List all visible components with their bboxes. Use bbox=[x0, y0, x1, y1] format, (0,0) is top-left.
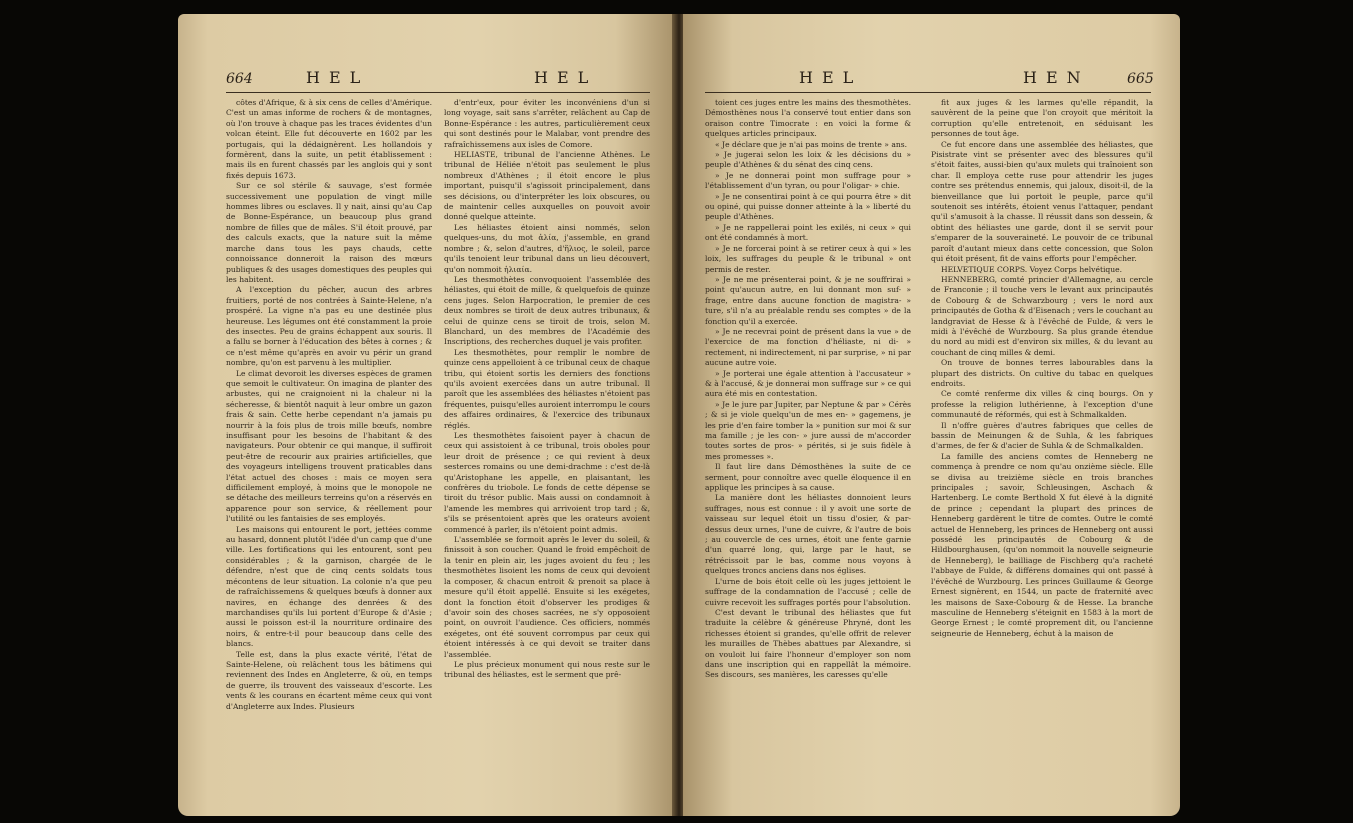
paragraph: Le climat devoroit les diverses espèces de gramen que semoit le cultivateur. On imagina de planter des arbustes, qui ne craignoient ni la chaleur ni la sécheresse, & bientôt naquit à leur ombre un gazon frais & sain. Cette herbe cependant n'a jamais pu nourrir à la fois plus de trois mille bœufs, nombre insuffisant pour les besoins de l'habitant & des navigateurs. Pour obtenir ce qui manque, il suffiroit peut-être de recourir aux prairies artificielles, que des voyageurs intelligens trouvent praticables dans l'état actuel des choses : mais ce moyen sera difficilement employé, à moins que le monopole ne se détache des meilleurs terreins qu'on a réservés en apparence pour son service, & réellement pour l'utilité ou les fantaisies de ses employés. bbox=[226, 368, 432, 524]
page-number-right: 665 bbox=[1127, 71, 1154, 87]
paragraph: « Je déclare que je n'ai pas moins de trente » ans. bbox=[715, 139, 908, 149]
running-head-left-b: HEL bbox=[534, 68, 598, 87]
paragraph: » Je ne consentirai point à ce qui pourra être » dit ou opiné, qui puisse donner atteinte à la » liberté du peuple d'Athènes. bbox=[705, 191, 911, 222]
paragraph: On trouve de bonnes terres labourables dans la plupart des districts. On cultive du tabac en quelques endroits. bbox=[931, 358, 1153, 388]
paragraph: C'est devant le tribunal des héliastes que fut traduite la célèbre & généreuse Phryné, dont les richesses étoient si grandes, qu'elle offrit de relever les murailles de Thèbes abattues par Alexandre, si on vouloit lui faire l'honneur d'employer son nom dans une inscription qui en rappellât la mémoire. Ses discours, ses manières, les caresses qu'elle bbox=[705, 607, 911, 680]
right-column-1 bbox=[705, 98, 911, 808]
paragraph: L'assemblée se formoit après le lever du soleil, & finissoit à son coucher. Quand le froid empêchoit de la tenir en plein air, les juges avoient du feu ; les thesmothètes lisoient les noms de ceux qui devoient la composer, & chacun entroit & prenoit sa place à mesure qu'il étoit appellé. Ensuite si les exégetes, dont la fonction étoit d'observer les prodiges & d'avoir soin des choses sacrées, ne s'y opposoient point, on ouvroit l'audience. Ces officiers, nommés exégetes, ont été souvent corrompus par ceux qui étoient intéressés à ce qui devoit se traiter dans l'assemblée. bbox=[444, 535, 650, 659]
paragraph: Il n'offre guères d'autres fabriques que celles de bassin de Meinungen & de Suhla, & les fabriques d'armes, de fer & d'acier de Suhla & de Schmalkalden. bbox=[931, 420, 1153, 451]
paragraph: Telle est, dans la plus exacte vérité, l'état de Sainte-Helene, où relâchent tous les bâtimens qui reviennent des Indes en Angleterre, & où, en temps de guerre, ils trouvent des vaisseaux d'escorte. Les vents & les courans en écartent même ceux qui vont d'Angleterre aux Indes. Plusieurs bbox=[226, 649, 432, 711]
left-page bbox=[178, 14, 675, 816]
running-head-left-a: HEL bbox=[306, 68, 370, 87]
header-rule bbox=[226, 92, 650, 93]
paragraph: HELVETIQUE CORPS. Voyez Corps helvétique. bbox=[941, 264, 1123, 274]
paragraph: » Je ne me présenterai point, & je ne souffrirai » point qu'aucun autre, en lui donnant mon suf- » frage, entre dans aucune fonction de magistra- » ture, s'il n'a au préalable rendu ses comptes » de la fonction qu'il a exercée. bbox=[705, 274, 911, 326]
paragraph: fit aux juges & les larmes qu'elle répandit, la sauvèrent de la peine que l'on croyoit que méritoit la corruption qu'elle entretenoit, en séduisant les personnes de tout âge. bbox=[931, 98, 1153, 139]
paragraph: Les thesmothètes faisoient payer à chacun de ceux qui assistoient à ce tribunal, trois oboles pour leur droit de présence ; ce qui revient à deux sesterces romains ou une demi-drachme : c'est de-là qu'Aristophane les appelle, en plaisantant, les confrères du triobole. Le fonds de cette dépense se tiroit du trésor public. Mais aussi on condamnoit à l'amende les membres qui arrivoient trop tard ; &, s'ils se présentoient après que les orateurs avoient commencé à parler, ils n'étoient point admis. bbox=[444, 431, 650, 534]
paragraph: côtes d'Afrique, & à six cens de celles d'Amérique. C'est un amas informe de rochers & de montagnes, où l'on trouve à chaque pas les traces évidentes d'un volcan éteint. Elle fut découverte en 1602 par les portugais, qui la dédaignèrent. Les hollandois y formèrent, dans la suite, un petit établissement : mais ils en furent chassés par les anglois qui y sont fixés depuis 1673. bbox=[226, 98, 432, 180]
paragraph: Le plus précieux monument qui nous reste sur le tribunal des héliastes, est le serment que prê- bbox=[444, 659, 650, 680]
paragraph: » Je ne forcerai point à se retirer ceux à qui » les loix, les suffrages du peuple & le tribunal » ont permis de rester. bbox=[705, 243, 911, 274]
page-number-left: 664 bbox=[226, 71, 253, 87]
paragraph: » Je ne donnerai point mon suffrage pour » l'établissement d'un tyran, ou pour l'oligar- » chie. bbox=[705, 170, 911, 191]
paragraph: Les maisons qui entourent le port, jettées comme au hasard, donnent plutôt l'idée d'un camp que d'une ville. Les fortifications qui les entourent, sont peu considérables ; & la garnison, chargée de le défendre, n'est que de cinq cents soldats tous mécontens de leur situation. La colonie n'a que peu de rafraîchissemens & quelques bœufs à donner aux navires, en échange des denrées & des marchandises qu'ils lui portent d'Europe & d'Asie ; aussi le poisson est-il la nourriture ordinaire des noirs, & entre-t-il pour beaucoup dans celle des blancs. bbox=[226, 524, 432, 649]
paragraph: HELIASTE, tribunal de l'ancienne Athènes. Le tribunal de Héliée n'étoit pas seulement le plus nombreux d'Athènes ; il étoit encore le plus important, puisqu'il s'agissoit principalement, dans ses décisions, ou d'interpréter les loix obscures, ou de maintenir celles auxquelles on pouvoit avoir donné quelque atteinte. bbox=[444, 150, 650, 222]
running-head-right-b: HEN bbox=[1023, 68, 1090, 87]
paragraph: Les thesmothètes, pour remplir le nombre de quinze cens appelloient à ce tribunal ceux de chaque tribu, qui étoient sortis les derniers des fonctions qu'ils avoient exercées dans un autre tribunal. Il paroît que les assemblées des héliastes n'étoient pas fréquentes, puisqu'elles auroient interrompu le cours des affaires ordinaires, & l'exercice des tribunaux réglés. bbox=[444, 347, 650, 430]
paragraph: Les thesmothètes convoquoient l'assemblée des héliastes, qui étoit de mille, & quelquefois de quinze cens juges. Selon Harpocration, le premier de ces deux nombres se tiroit de deux autres tribunaux, & celui de quinze cens se tiroit de trois, selon M. Blanchard, un des membres de l'Académie des Inscriptions, des recherches duquel je vais profiter. bbox=[444, 274, 650, 347]
right-column-2 bbox=[931, 98, 1153, 808]
running-head-right-a: HEL bbox=[799, 68, 863, 87]
header-rule bbox=[705, 92, 1151, 93]
paragraph: Les héliastes étoient ainsi nommés, selon quelques-uns, du mot ἁλία, j'assemble, en grand nombre ; &, selon d'autres, d'ἥλιος, le soleil, parce qu'ils tenoient leur tribunal dans un lieu découvert, qu'on nommoit ἡλιαία. bbox=[444, 222, 650, 274]
right-page bbox=[683, 14, 1180, 816]
open-book bbox=[178, 14, 1180, 816]
paragraph: La manière dont les héliastes donnoient leurs suffrages, nous est connue : il y avoit une sorte de vaisseau sur lequel étoit un tissu d'osier, & par-dessus deux urnes, l'une de cuivre, & l'autre de bois ; au couvercle de ces urnes, étoit une fente garnie d'un quarré long, qui, large par le haut, se rétrécissoit par le bas, comme nous voyons à quelques troncs anciens dans nos églises. bbox=[705, 493, 911, 576]
paragraph: » Je ne recevrai point de présent dans la vue » de l'exercice de ma fonction d'héliaste, ni di- » rectement, ni indirectement, ni par surprise, » ni par aucune autre voie. bbox=[705, 326, 911, 368]
paragraph: Ce fut encore dans une assemblée des héliastes, que Pisistrate vint se présenter avec des blessures qu'il s'étoit faites, aussi-bien qu'aux mulets qui traînoient son char. Il employa cette ruse pour attendrir les juges contre ses prétendus ennemis, qui jaloux, disoit-il, de la bienveillance que lui portoit le peuple, parce qu'il soutenoit ses intérêts, étoient venus l'attaquer, pendant qu'il s'amusoit à la chasse. Il réussit dans son dessein, & obtint des héliastes une garde, dont il se servit pour s'emparer de la souveraineté. Le pouvoir de ce tribunal paroît d'autant mieux dans cette concession, que Solon qui étoit présent, fit de vains efforts pour l'empêcher. bbox=[931, 139, 1153, 264]
paragraph: Ce comté renferme dix villes & cinq bourgs. On y professe la religion luthérienne, à l'exception d'une communauté de réformés, qui est à Schmalkalden. bbox=[931, 389, 1153, 420]
left-column-1 bbox=[226, 98, 432, 808]
left-column-2 bbox=[444, 98, 650, 808]
paragraph: toient ces juges entre les mains des thesmothètes. Démosthènes nous l'a conservé tout entier dans son oraison contre Timocrate : en voici la forme & quelques articles principaux. bbox=[705, 98, 911, 139]
paragraph: d'entr'eux, pour éviter les inconvéniens d'un si long voyage, sait sans s'arrêter, relâchent au Cap de Bonne-Espérance : les autres, particulièrement ceux qui sont destinés pour le Malabar, vont prendre des rafraîchissemens aux isles de Comore. bbox=[444, 98, 650, 149]
paragraph: » Je le jure par Jupiter, par Neptune & par » Cérès ; & si je viole quelqu'un de mes en- » gagemens, je les prie d'en faire tomber la » punition sur moi & sur ma famille ; je les con- » jure aussi de m'accorder toutes sortes de pros- » pérités, si je suis fidèle à mes promesses ». bbox=[705, 399, 911, 461]
paragraph: Il faut lire dans Démosthènes la suite de ce serment, pour connoître avec quelle éloquence il en applique les principes à sa cause. bbox=[705, 462, 911, 493]
paragraph: » Je ne rappellerai point les exilés, ni ceux » qui ont été condamnés à mort. bbox=[705, 222, 911, 243]
paragraph: » Je porterai une égale attention à l'accusateur » & à l'accusé, & je donnerai mon suffrage sur » ce qui aura été mis en contestation. bbox=[705, 368, 911, 399]
paragraph: La famille des anciens comtes de Henneberg ne commença à prendre ce nom qu'au onzième siècle. Elle se divisa au treizième siècle en trois branches principales ; savoir, Schleusingen, Aschach & Hartenberg. Le comte Berthold X fut élevé à la dignité de prince ; cependant la plupart des princes de Henneberg gardèrent le titre de comtes. Outre le comté actuel de Henneberg, les princes de Henneberg ont aussi possédé les principautés de Cobourg & de Hildbourghausen, (qu'on nommoit la nouvelle seigneurie de Henneberg), le bailliage de Fischberg qu'a racheté l'abbaye de Fulde, & différens domaines qui ont passé à l'évêché de Wurzbourg. Les princes Guillaume & George Ernest signèrent, en 1544, un pacte de fraternité avec les maisons de Saxe-Cobourg & de Hesse. La branche masculine de Henneberg s'éteignit en 1583 à la mort de George Ernest ; le comté proprement dit, ou l'ancienne seigneurie de Henneberg, échut à la maison de bbox=[931, 451, 1153, 638]
paragraph: A l'exception du pêcher, aucun des arbres fruitiers, porté de nos contrées à Sainte-Helene, n'a prospéré. La vigne n'a pas eu une destinée plus heureuse. Les légumes ont été constamment la proie des insectes. Peu de grains échappent aux souris. Il a fallu se borner à l'éducation des bêtes à cornes ; & ce n'est même qu'après en avoir vu périr un grand nombre, qu'on est parvenu à les multiplier. bbox=[226, 285, 432, 368]
paragraph: Sur ce sol stérile & sauvage, s'est formée successivement une population de vingt mille hommes libres ou esclaves. Il y nait, ainsi qu'au Cap de Bonne-Espérance, un beaucoup plus grand nombre de filles que de mâles. S'il étoit prouvé, par des calculs exacts, que la nature suit la même marche dans tous les pays chauds, cette connoissance donneroit la raison des mœurs publiques & des usages domestiques des peuples qui les habitent. bbox=[226, 181, 432, 284]
paragraph: HENNEBERG, comté princier d'Allemagne, au cercle de Franconie ; il touche vers le levant aux principautés de Cobourg & de Schwarzbourg ; vers le nord aux principautés de Gotha & d'Eisenach ; vers le couchant au landgraviat de Hesse & à l'évêché de Fulde, & vers le midi à l'évêché de Wurzbourg. Sa plus grande étendue du nord au midi est d'environ six milles, & du levant au couchant de cinq milles & demi. bbox=[931, 274, 1153, 357]
paragraph: » Je jugerai selon les loix & les décisions du » peuple d'Athènes & du sénat des cinq cens. bbox=[705, 150, 911, 170]
paragraph: L'urne de bois étoit celle où les juges jettoient le suffrage de la condamnation de l'accusé ; celle de cuivre recevoit les suffrages portés pour l'absolution. bbox=[705, 576, 911, 607]
